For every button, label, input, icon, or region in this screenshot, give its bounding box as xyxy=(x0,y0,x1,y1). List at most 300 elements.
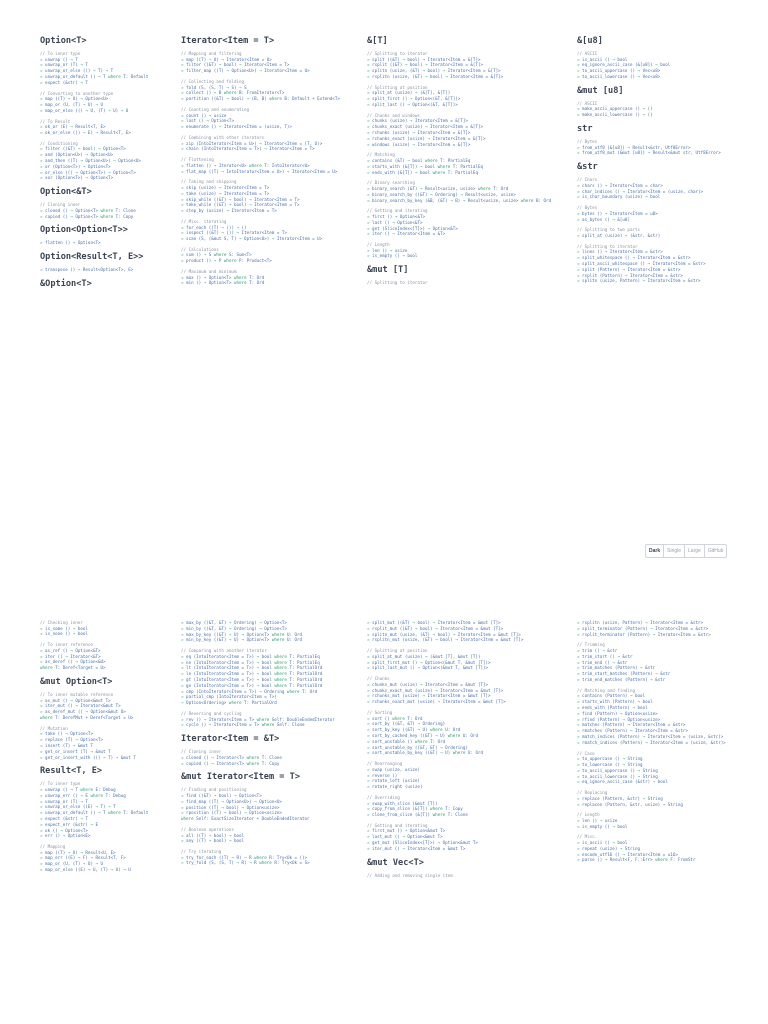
method-signature[interactable]: ⇒ iter () → Iterator<Item = &T> xyxy=(367,231,446,237)
method-signature[interactable]: ⇒ as_deref () → Option<&U> xyxy=(40,659,106,665)
group-comment: // Counting and enumerating xyxy=(181,106,250,112)
method-signature[interactable]: ⇒ copied () → Option<T> where T: Copy xyxy=(40,213,134,219)
single-option[interactable]: Single xyxy=(664,545,685,557)
method-signature[interactable]: ⇒ splitn_mut (usize, (&T) → bool) → Iterator<Item = &mut [T]> xyxy=(367,631,521,637)
method-group xyxy=(367,280,547,286)
method-signature[interactable]: ⇒ split (Pattern) → Iterator<Item = &str> xyxy=(577,266,681,272)
method-signature[interactable]: ⇒ chain (IntoIterator<Item = T>) → Iterator<Item = T> xyxy=(181,146,315,152)
section-title: str xyxy=(577,123,593,134)
group-comment: // Overriding xyxy=(367,794,400,800)
method-signature[interactable]: ⇒ map_or (U, (T) → U) → U xyxy=(40,861,104,867)
method-signature[interactable]: ⇒ binary_search_by ((&T) → Ordering) → Result<usize, usize> xyxy=(367,191,516,197)
method-signature[interactable]: ⇒ split_last_mut () → Option<(&mut T, &mut [T])> xyxy=(367,665,489,671)
method-group xyxy=(181,79,361,102)
method-signature[interactable]: ⇒ unwrap_or_else ((E) → T) → T xyxy=(40,804,116,810)
method-signature[interactable]: ⇒ split_at (usize) → (&[T], &[T]) xyxy=(367,90,451,96)
group-comment: // Splitting to two parts xyxy=(577,227,641,233)
group-comment: // To inner reference xyxy=(40,642,93,648)
method-signature[interactable]: ⇒ gt (IntoIterator<Item = T>) → bool where T: PartialOrd xyxy=(181,676,323,682)
group-comment: // Splitting at position xyxy=(367,648,428,654)
method-signature[interactable]: ⇒ swap (usize, usize) xyxy=(367,766,420,772)
group-comment: // Misc. iterating xyxy=(181,218,227,224)
section-title: Option<T> xyxy=(40,36,87,46)
method-signature[interactable]: ⇒ flatten () → Option<T> xyxy=(40,240,101,246)
method-signature[interactable]: ⇒ min_by ((&T, &T) → Ordering) → Option<T> xyxy=(181,625,287,631)
method-signature[interactable]: ⇒ map ((T) → U) → Result<U, E> xyxy=(40,849,116,855)
method-signature[interactable]: ⇒ rchunks_mut (usize) → Iterator<Item = &mut [T]> xyxy=(367,693,491,699)
method-signature[interactable]: ⇒ try_fold (S, (S, T) → R) → R where R: Try<Ok = S> xyxy=(181,860,310,866)
method-signature[interactable]: ⇒ err () → Option<E> xyxy=(40,833,91,839)
method-signature[interactable]: ⇒ expect (&str) → T xyxy=(40,79,88,85)
method-signature[interactable]: ⇒ first_mut () → Option<&mut T> xyxy=(367,828,446,834)
method-signature[interactable]: ⇒ for_each ((T) → ()) → () xyxy=(181,224,247,230)
method-signature[interactable]: ⇒ map_err ((E) → F) → Result<T, F> xyxy=(40,855,126,861)
method-signature[interactable]: ⇒ rchunks (usize) → Iterator<Item = &[T]> xyxy=(367,129,471,135)
method-signature[interactable]: ⇒ split_at (usize) → (&str, &str) xyxy=(577,232,661,238)
method-signature[interactable]: ⇒ unwrap_err () → E where T: Debug xyxy=(40,792,126,798)
method-signature[interactable]: ⇒ cmp (IntoIterator<Item = T>) → Ordering where T: Ord xyxy=(181,688,318,694)
group-comment: // Comparing with another iterator xyxy=(181,648,267,654)
section xyxy=(577,162,757,284)
group-comment: // To Result xyxy=(40,118,71,124)
method-group xyxy=(367,676,547,705)
large-option[interactable]: Large xyxy=(685,545,705,557)
group-comment: // Bytes xyxy=(577,138,598,144)
method-signature[interactable]: ⇒ parse () → Result<F, F::Err> where F: FromStr xyxy=(577,857,696,863)
method-signature[interactable]: → Option<Ordering> where T: PartialOrd xyxy=(181,700,277,706)
section-title: &mut [u8] xyxy=(577,85,624,96)
method-group xyxy=(577,751,757,786)
method-signature[interactable]: ⇒ splitn (usize, Pattern) → Iterator<Item = &str> xyxy=(577,278,701,284)
method-signature[interactable]: ⇒ chars () → Iterator<Item = char> xyxy=(577,182,663,188)
method-signature[interactable]: ⇒ sum () → S where S: Sum<T> xyxy=(181,252,252,258)
method-signature[interactable]: ⇒ filter ((&T) → bool) → Iterator<Item = T> xyxy=(181,62,290,68)
method-signature[interactable]: ⇒ bytes () → Iterator<Item = u8> xyxy=(577,210,658,216)
method-signature[interactable]: ⇒ count () → usize xyxy=(181,112,227,118)
method-signature[interactable]: ⇒ rotate_left (usize) xyxy=(367,778,420,784)
method-signature[interactable]: ⇒ skip_while ((&T) → bool) → Iterator<Item = T> xyxy=(181,196,300,202)
method-signature[interactable]: ⇒ is_empty () → bool xyxy=(367,253,418,259)
method-signature[interactable]: ⇒ len () → usize xyxy=(577,817,618,823)
method-group xyxy=(367,85,547,108)
method-signature[interactable]: ⇒ len () → usize xyxy=(367,247,408,253)
group-comment: // Adding and removing single item xyxy=(367,872,453,878)
method-signature[interactable]: ⇒ sort_unstable_by_key ((&T) → U) where U: Ord xyxy=(367,750,484,756)
method-signature[interactable]: ⇒ copied () → Iterator<T> where T: Copy xyxy=(181,760,280,766)
method-signature[interactable]: ⇒ unwrap_or (T) → T xyxy=(40,798,88,804)
group-comment: // Chunks and windows xyxy=(367,112,420,118)
group-comment: // Rearranging xyxy=(367,761,403,767)
method-signature[interactable]: ⇒ take () → Option<T> xyxy=(40,731,93,737)
section xyxy=(367,620,547,852)
method-signature[interactable]: ⇒ as_deref_mut () → Option<&mut U> xyxy=(40,709,126,715)
method-signature[interactable]: ⇒ rsplitn_mut (usize, (&T) → bool) → Iterator<Item = &mut [T]> xyxy=(367,637,524,643)
method-group xyxy=(367,152,547,175)
method-signature[interactable]: ⇒ unwrap_or_default () → T where T: Default xyxy=(40,73,149,79)
method-signature[interactable]: ⇒ to_ascii_lowercase () → String xyxy=(577,773,658,779)
method-signature[interactable]: ⇒ replacen (Pattern, &str, usize) → String xyxy=(577,801,683,807)
method-signature[interactable]: ⇒ split_first_mut () → Option<(&mut T, &mut [T])> xyxy=(367,659,491,665)
group-comment: // Mapping xyxy=(40,844,66,850)
method-signature[interactable]: ⇒ skip (usize) → Iterator<Item = T> xyxy=(181,184,270,190)
method-signature[interactable]: ⇒ sort_by_cached_key ((&T) → U) where U: Ord xyxy=(367,732,478,738)
method-signature[interactable]: ⇒ rmatch_indices (Pattern) → Iterator<Item = (usize, &str)> xyxy=(577,739,726,745)
method-signature[interactable]: ⇒ zip (IntoIterator<Item = U>) → Iterator<Item = (T, U)> xyxy=(181,140,323,146)
method-signature[interactable]: ⇒ chunks_exact_mut (usize) → Iterator<Item = &mut [T]> xyxy=(367,687,504,693)
group-comment: // Splitting to iterator xyxy=(577,243,638,249)
section-title: Iterator<Item = T> xyxy=(181,36,275,46)
method-signature[interactable]: ⇒ splitn (usize, (&T) → bool) → Iterator<Item = &[T]> xyxy=(367,68,501,74)
method-signature[interactable]: ⇒ chunks_mut (usize) → Iterator<Item = &mut [T]> xyxy=(367,681,489,687)
method-signature[interactable]: ⇒ cloned () → Iterator<T> where T: Clone xyxy=(181,754,282,760)
method-signature[interactable]: ⇒ encode_utf16 () → Iterator<Item = u16> xyxy=(577,851,678,857)
method-signature[interactable]: ⇒ is_none () → bool xyxy=(40,631,88,637)
method-signature[interactable]: ⇒ split_whitespace () → Iterator<Item = &str> xyxy=(577,255,691,261)
method-signature[interactable]: ⇒ swap_with_slice (&mut [T]) xyxy=(367,800,438,806)
method-signature[interactable]: ⇒ insert (T) → &mut T xyxy=(40,742,93,748)
method-signature[interactable]: ⇒ rsplitn (usize, (&T) → bool) → Iterator<Item = &[T]> xyxy=(367,73,504,79)
method-signature[interactable]: ⇒ rsplit_mut ((&T) → bool) → Iterator<Item = &mut [T]> xyxy=(367,625,504,631)
method-signature[interactable]: ⇒ sort_unstable () where T: Ord xyxy=(367,738,446,744)
method-group xyxy=(367,710,547,756)
section xyxy=(577,124,757,156)
group-comment: // Flattening xyxy=(181,157,214,163)
method-signature[interactable]: ⇒ ends_with (Pattern) → bool xyxy=(577,704,648,710)
method-signature[interactable]: ⇒ sort_unstable_by ((&T, &T) → Ordering) xyxy=(367,744,468,750)
method-group xyxy=(367,242,547,259)
method-signature[interactable]: ⇒ to_ascii_lowercase () → Vec<u8> xyxy=(577,73,661,79)
method-signature[interactable]: ⇒ position ((T) → bool) → Option<usize> xyxy=(181,804,280,810)
method-signature[interactable]: ⇒ split_last () → Option<(&T, &[T])> xyxy=(367,101,458,107)
method-signature[interactable]: ⇒ partial_cmp (IntoIterator<Item = T>) xyxy=(181,694,277,700)
columns-column xyxy=(181,36,361,292)
method-signature[interactable]: ⇒ is_ascii () → bool xyxy=(577,840,628,846)
github-option[interactable]: GitHub xyxy=(707,548,724,554)
method-signature[interactable]: ⇒ find (Pattern) → Option<usize> xyxy=(577,710,658,716)
method-signature[interactable]: ⇒ last () → Option<T> xyxy=(181,118,234,124)
group-comment: // ASCII xyxy=(577,100,598,106)
section xyxy=(181,734,361,766)
method-signature[interactable]: ⇒ map ((T) → U) → Option<U> xyxy=(40,96,109,102)
method-signature[interactable]: ⇒ unwrap () → T where E: Debug xyxy=(40,786,116,792)
group-comment: // Length xyxy=(367,242,390,248)
method-group xyxy=(577,101,757,118)
method-signature[interactable]: ⇒ expect (&str) → T xyxy=(40,815,88,821)
method-signature[interactable]: ⇒ trim_matches (Pattern) → &str xyxy=(577,665,656,671)
section xyxy=(181,36,361,286)
method-signature[interactable]: ⇒ all ((T) → bool) → bool xyxy=(181,832,245,838)
method-group xyxy=(181,749,361,766)
method-signature[interactable]: ⇒ is_some () → bool xyxy=(40,625,88,631)
method-signature[interactable]: ⇒ is_char_boundary (usize) → bool xyxy=(577,194,661,200)
method-signature[interactable]: ⇒ rmatches (Pattern) → Iterator<Item = &str> xyxy=(577,728,688,734)
method-signature[interactable]: ⇒ lines () → Iterator<Item = &str> xyxy=(577,249,663,255)
method-group xyxy=(577,51,757,80)
method-signature[interactable]: ⇒ eq_ignore_ascii_case (&str) → bool xyxy=(577,779,668,785)
method-signature[interactable]: ⇒ split_terminator (Pattern) → Iterator<Item = &str> xyxy=(577,625,709,631)
method-signature[interactable]: ⇒ map_or_else ((E) → U, (T) → U) → U xyxy=(40,867,131,873)
method-signature[interactable]: ⇒ rfind (Pattern) → Option<usize> xyxy=(577,716,661,722)
group-comment: // Finding and positioning xyxy=(181,787,247,793)
method-signature[interactable]: ⇒ is_ascii () → bool xyxy=(577,56,628,62)
method-group xyxy=(367,873,547,879)
method-group xyxy=(367,795,547,818)
method-group xyxy=(577,642,757,682)
method-group xyxy=(577,139,757,156)
method-signature[interactable]: ⇒ to_ascii_uppercase () → Vec<u8> xyxy=(577,68,661,74)
method-group xyxy=(367,180,552,203)
method-signature[interactable]: ⇒ rchunks_exact (usize) → Iterator<Item = &[T]> xyxy=(367,135,486,141)
dark-option[interactable]: Dark xyxy=(646,545,664,557)
method-signature[interactable]: ⇒ max () → Option<T> where T: Ord xyxy=(181,274,265,280)
section-title: Option<Option<T>> xyxy=(40,225,128,236)
method-signature[interactable]: ⇒ as_bytes () → &[u8] xyxy=(577,216,630,222)
method-signature[interactable]: ⇒ to_uppercase () → String xyxy=(577,756,643,762)
method-signature[interactable]: ⇒ ok_or_else (() → E) → Result<T, E> xyxy=(40,129,131,135)
method-signature[interactable]: ⇒ rotate_right (usize) xyxy=(367,784,423,790)
method-group xyxy=(367,620,547,643)
method-signature[interactable]: ⇒ inspect ((&T) → ()) → Iterator<Item = T> xyxy=(181,230,287,236)
group-comment: // Chunks xyxy=(367,676,390,682)
method-signature[interactable]: ⇒ as_mut () → Option<&mut T> xyxy=(40,697,111,703)
method-signature[interactable]: ⇒ unwrap_or (T) → T xyxy=(40,62,88,68)
method-signature[interactable]: ⇒ starts_with (&[T]) → bool where T: PartialEq xyxy=(367,163,484,169)
columns_bottom-column xyxy=(577,620,757,869)
group-comment: // Case xyxy=(577,750,595,756)
group-comment: // Reversing and cycling xyxy=(181,710,242,716)
method-signature[interactable]: ⇒ take_while ((&T) → bool) → Iterator<Item = T> xyxy=(181,202,300,208)
method-signature[interactable]: ⇒ split_ascii_whitespace () → Iterator<Item = &str> xyxy=(577,260,706,266)
group-comment: // Try iterating xyxy=(181,849,222,855)
section xyxy=(577,36,757,80)
section xyxy=(181,620,361,728)
method-signature[interactable]: ⇒ trim_start () → &str xyxy=(577,653,633,659)
method-signature[interactable]: ⇒ filter_map ((T) → Option<U>) → Iterator<Item = U> xyxy=(181,68,310,74)
method-signature[interactable]: ⇒ trim_end () → &str xyxy=(577,659,628,665)
method-signature[interactable]: ⇒ transpose () → Result<Option<T>, E> xyxy=(40,267,134,273)
method-signature[interactable]: ⇒ and (Option<U>) → Option<U> xyxy=(40,152,114,158)
method-signature[interactable]: ⇒ char_indices () → Iterator<Item = (usize, char)> xyxy=(577,188,704,194)
method-signature[interactable]: ⇒ ok_or (E) → Result<T, E> xyxy=(40,124,106,130)
method-signature[interactable]: ⇒ rev () → Iterator<Item = T> where Self: DoubleEndedIterator xyxy=(181,716,335,722)
group-comment: // Maximum and minimum xyxy=(181,269,237,275)
section-title: &mut Option<T> xyxy=(40,676,113,687)
method-group xyxy=(181,157,361,174)
method-signature[interactable]: ⇒ scan (S, (&mut S, T) → Option<U>) → Iterator<Item = U> xyxy=(181,236,323,242)
section-title: &[u8] xyxy=(577,36,603,46)
method-signature[interactable]: ⇒ split_mut ((&T) → bool) → Iterator<Item = &mut [T]> xyxy=(367,620,501,625)
method-signature[interactable]: ⇒ or (Option<T>) → Option<T> xyxy=(40,163,111,169)
method-signature[interactable]: ⇒ min_by_key ((&T) → U) → Option<T> where U: Ord xyxy=(181,637,303,643)
method-signature[interactable]: ⇒ chunks (usize) → Iterator<Item = &[T]> xyxy=(367,118,468,124)
method-signature[interactable]: ⇒ iter_mut () → Iterator<Item = &mut T> xyxy=(367,845,466,851)
method-signature[interactable]: ⇒ expect_err (&str) → E xyxy=(40,821,99,827)
method-signature[interactable]: ⇒ rsplit_terminator (Pattern) → Iterator<Item = &str> xyxy=(577,631,711,637)
section-title: &mut Iterator<Item = T> xyxy=(181,772,300,783)
method-signature[interactable]: ⇒ map ((T) → U) → Iterator<Item = U> xyxy=(181,56,272,62)
method-group xyxy=(181,51,361,74)
method-signature[interactable]: ⇒ last_mut () → Option<&mut T> xyxy=(367,834,443,840)
method-signature[interactable]: ⇒ trim () → &str xyxy=(577,647,618,653)
method-signature[interactable]: ⇒ map_or_else (() → U, (T) → U) → U xyxy=(40,107,129,113)
method-signature[interactable]: ⇒ take (usize) → Iterator<Item = T> xyxy=(181,190,270,196)
method-signature[interactable]: ⇒ find ((&T) → bool) → Option<T> xyxy=(181,792,262,798)
group-comment: // Combining with other iterators xyxy=(181,134,265,140)
method-signature[interactable]: ⇒ to_lowercase () → String xyxy=(577,761,643,767)
method-group xyxy=(577,227,757,238)
method-signature[interactable]: ⇒ copy_from_slice (&[T]) where T: Copy xyxy=(367,806,463,812)
method-signature[interactable]: ⇒ iter () → Iterator<&T> xyxy=(40,653,101,659)
method-signature[interactable]: ⇒ split ((&T) → bool) → Iterator<Item = &[T]> xyxy=(367,56,481,62)
method-group xyxy=(577,812,757,829)
method-signature[interactable]: ⇒ try_for_each ((T) → R) → R where R: Try<Ok = ()> xyxy=(181,854,308,860)
group-comment: // Calculations xyxy=(181,246,219,252)
method-group xyxy=(367,823,547,852)
method-signature[interactable]: ⇒ reverse () xyxy=(367,772,398,778)
method-signature[interactable]: ⇒ map_or (U, (T) → U) → U xyxy=(40,101,104,107)
method-signature[interactable]: ⇒ flatten () → Iterator<U> where T: IntoIterator<U> xyxy=(181,162,310,168)
method-signature[interactable]: ⇒ max_by ((&T, &T) → Ordering) → Option<T> xyxy=(181,620,287,625)
section-title: &mut [T] xyxy=(367,265,409,276)
method-signature[interactable]: ⇒ sort () where T: Ord xyxy=(367,715,423,721)
columns-column xyxy=(577,36,757,290)
method-group xyxy=(577,688,757,746)
method-signature[interactable]: ⇒ rsplitn (usize, Pattern) → Iterator<Item = &str> xyxy=(577,620,704,625)
method-signature[interactable]: where Self: ExactSizeIterator + DoubleEndedIterator xyxy=(181,816,310,822)
section xyxy=(367,858,547,879)
method-group xyxy=(181,247,361,264)
method-signature[interactable]: ⇒ make_ascii_lowercase () → () xyxy=(577,112,653,118)
method-group xyxy=(367,51,547,80)
method-signature[interactable]: ⇒ product () → P where P: Product<T> xyxy=(181,258,272,264)
method-signature[interactable]: ⇒ or_else (() → Option<T>) → Option<T> xyxy=(40,169,136,175)
method-signature[interactable]: ⇒ eq (IntoIterator<Item = T>) → bool where T: PartialEq xyxy=(181,653,320,659)
method-signature[interactable]: ⇒ ok () → Option<T> xyxy=(40,827,88,833)
method-group xyxy=(577,244,757,284)
method-signature[interactable]: ⇒ sort_by_key ((&T) → U) where U: Ord xyxy=(367,727,461,733)
method-signature[interactable]: ⇒ contains (Pattern) → bool xyxy=(577,693,646,699)
method-signature[interactable]: ⇒ rchunks_exact_mut (usize) → Iterator<Item = &mut [T]> xyxy=(367,699,506,705)
method-signature[interactable]: ⇒ as_ref () → Option<&T> xyxy=(40,647,101,653)
method-signature[interactable]: ⇒ contains (&T) → bool where T: PartialEq xyxy=(367,157,471,163)
method-signature[interactable]: ⇒ from_utf8 (&[u8]) → Result<&str, Utf8Error> xyxy=(577,144,691,150)
method-signature[interactable]: ⇒ repeat (usize) → String xyxy=(577,845,641,851)
method-signature[interactable]: ⇒ ge (IntoIterator<Item = T>) → bool where T: PartialOrd xyxy=(181,682,323,688)
method-signature[interactable]: ⇒ min () → Option<T> where T: Ord xyxy=(181,280,265,286)
method-signature[interactable]: ⇒ to_ascii_uppercase () → String xyxy=(577,767,658,773)
method-signature[interactable]: where T: DerefMut + Deref<Target = U> xyxy=(40,714,134,720)
method-signature[interactable]: ⇒ and_then ((T) → Option<U>) → Option<U> xyxy=(40,157,141,163)
method-signature[interactable]: ⇒ make_ascii_uppercase () → () xyxy=(577,106,653,112)
method-signature[interactable]: ⇒ step_by (usize) → Iterator<Item = T> xyxy=(181,208,277,214)
columns_bottom-column xyxy=(181,620,361,872)
section-title: Result<T, E> xyxy=(40,766,103,777)
method-signature[interactable]: ⇒ chunks_exact (usize) → Iterator<Item = &[T]> xyxy=(367,124,483,130)
method-signature[interactable]: ⇒ starts_with (Pattern) → bool xyxy=(577,699,653,705)
method-signature[interactable]: ⇒ trim_end_matches (Pattern) → &str xyxy=(577,676,666,682)
section xyxy=(367,265,547,286)
method-signature[interactable]: ⇒ eq_ignore_ascii_case (&[u8]) → bool xyxy=(577,62,671,68)
method-signature[interactable]: ⇒ unwrap_or_default () → T where T: Default xyxy=(40,810,149,816)
method-signature[interactable]: ⇒ rsplit ((&T) → bool) → Iterator<Item = &[T]> xyxy=(367,62,484,68)
group-comment: // Trimming xyxy=(577,642,605,648)
method-signature[interactable]: ⇒ split_first () → Option<(&T, &[T])> xyxy=(367,96,461,102)
method-signature[interactable]: ⇒ get_or_insert (T) → &mut T xyxy=(40,748,111,754)
method-signature[interactable]: ⇒ find_map ((T) → Option<U>) → Option<U> xyxy=(181,798,282,804)
method-signature[interactable]: ⇒ matches (Pattern) → Iterator<Item = &str> xyxy=(577,722,686,728)
method-signature[interactable]: ⇒ from_utf8_mut (&mut [u8]) → Result<&mut str, Utf8Error> xyxy=(577,150,721,156)
method-signature[interactable]: ⇒ windows (usize) → Iterator<Item = &[T]> xyxy=(367,141,471,147)
method-signature[interactable]: ⇒ replace (Pattern, &str) → String xyxy=(577,795,663,801)
method-signature[interactable]: ⇒ lt (IntoIterator<Item = T>) → bool where T: PartialOrd xyxy=(181,665,323,671)
group-comment: // Mutation xyxy=(40,725,68,731)
group-comment: // Length xyxy=(577,812,600,818)
method-signature[interactable]: ⇒ fold (S, (S, T) → S) → S xyxy=(181,84,247,90)
group-comment: // Chars xyxy=(577,177,598,183)
section xyxy=(577,86,757,118)
theme-controls xyxy=(645,544,727,558)
method-signature[interactable]: ⇒ ne (IntoIterator<Item = T>) → bool where T: PartialEq xyxy=(181,659,320,665)
group-comment: // Misc. xyxy=(577,834,598,840)
section-title: &[T] xyxy=(367,36,388,46)
method-signature[interactable]: ⇒ trim_start_matches (Pattern) → &str xyxy=(577,671,671,677)
group-comment: // To inner mutable reference xyxy=(40,691,114,697)
method-signature[interactable]: ⇒ get_or_insert_with (() → T) → &mut T xyxy=(40,754,136,760)
method-signature[interactable]: ⇒ rposition ((T) → bool) → Option<usize> xyxy=(181,810,282,816)
section xyxy=(181,772,361,866)
method-signature[interactable]: ⇒ match_indices (Pattern) → Iterator<Item = (usize, &str)> xyxy=(577,733,724,739)
method-signature[interactable]: ⇒ any ((T) → bool) → bool xyxy=(181,838,245,844)
method-signature[interactable]: ⇒ cloned () → Option<T> where T: Clone xyxy=(40,207,136,213)
group-comment: // Collecting and folding xyxy=(181,78,245,84)
method-signature[interactable]: ⇒ max_by_key ((&T) → U) → Option<T> where U: Ord xyxy=(181,631,303,637)
method-signature[interactable]: ⇒ unwrap () → T xyxy=(40,56,78,62)
method-group xyxy=(181,711,361,728)
method-signature[interactable]: ⇒ collect () → B where B: FromIterator<T> xyxy=(181,90,285,96)
method-signature[interactable]: ⇒ filter ((&T) → bool) → Option<T> xyxy=(40,146,126,152)
method-signature[interactable]: ⇒ replace (T) → Option<T> xyxy=(40,737,104,743)
method-signature[interactable]: ⇒ cycle () → Iterator<Item = T> where Self: Clone xyxy=(181,722,305,728)
method-signature[interactable]: ⇒ split_at_mut (usize) → (&mut [T], &mut [T]) xyxy=(367,653,481,659)
method-signature[interactable]: ⇒ is_empty () → bool xyxy=(577,823,628,829)
method-group xyxy=(181,135,361,152)
method-signature[interactable]: ⇒ binary_search_by_key (&B, (&T) → B) → Result<usize, usize> where B: Ord xyxy=(367,197,552,203)
method-signature[interactable]: ⇒ sort_by ((&T, &T) → Ordering) xyxy=(367,721,446,727)
method-signature[interactable]: ⇒ partition ((&T) → bool) → (B, B) where B: Default + Extend<T> xyxy=(181,96,340,102)
group-comment: // Binary searching xyxy=(367,180,415,186)
method-signature[interactable]: ⇒ get_mut (SliceIndex<[T]>) → Option<&mut T> xyxy=(367,840,478,846)
method-signature[interactable]: ⇒ iter_mut () → Iterator<&mut T> xyxy=(40,703,121,709)
method-signature[interactable]: ⇒ unwrap_or_else (() → T) → T xyxy=(40,68,114,74)
method-signature[interactable]: ⇒ ends_with (&[T]) → bool where T: PartialEq xyxy=(367,169,478,175)
method-signature[interactable]: ⇒ first () → Option<&T> xyxy=(367,213,426,219)
method-group xyxy=(181,620,361,643)
method-signature[interactable]: ⇒ rsplit (Pattern) → Iterator<Item = &str> xyxy=(577,272,683,278)
method-signature[interactable]: ⇒ enumerate () → Iterator<Item = (usize, T)> xyxy=(181,124,292,130)
method-signature[interactable]: ⇒ flat_map ((T) → IntoIterator<Item = U>) → Iterator<Item = U> xyxy=(181,168,338,174)
method-signature[interactable]: ⇒ get (SliceIndex<[T]>) → Option<&T> xyxy=(367,225,458,231)
group-comment: // ASCII xyxy=(577,51,598,56)
method-group xyxy=(181,269,361,286)
columns_bottom-column xyxy=(367,620,547,884)
method-signature[interactable]: ⇒ xor (Option<T>) → Option<T> xyxy=(40,175,114,181)
method-signature[interactable]: ⇒ binary_search (&T) → Result<usize, usize> where T: Ord xyxy=(367,185,509,191)
method-signature[interactable]: ⇒ le (IntoIterator<Item = T>) → bool where T: PartialOrd xyxy=(181,671,323,677)
method-group xyxy=(181,219,361,242)
method-signature[interactable]: ⇒ last () → Option<&T> xyxy=(367,219,423,225)
method-signature[interactable]: ⇒ clone_from_slice (&[T]) where T: Clone xyxy=(367,812,468,818)
method-signature[interactable]: where T: Deref<Target = U> xyxy=(40,665,106,671)
